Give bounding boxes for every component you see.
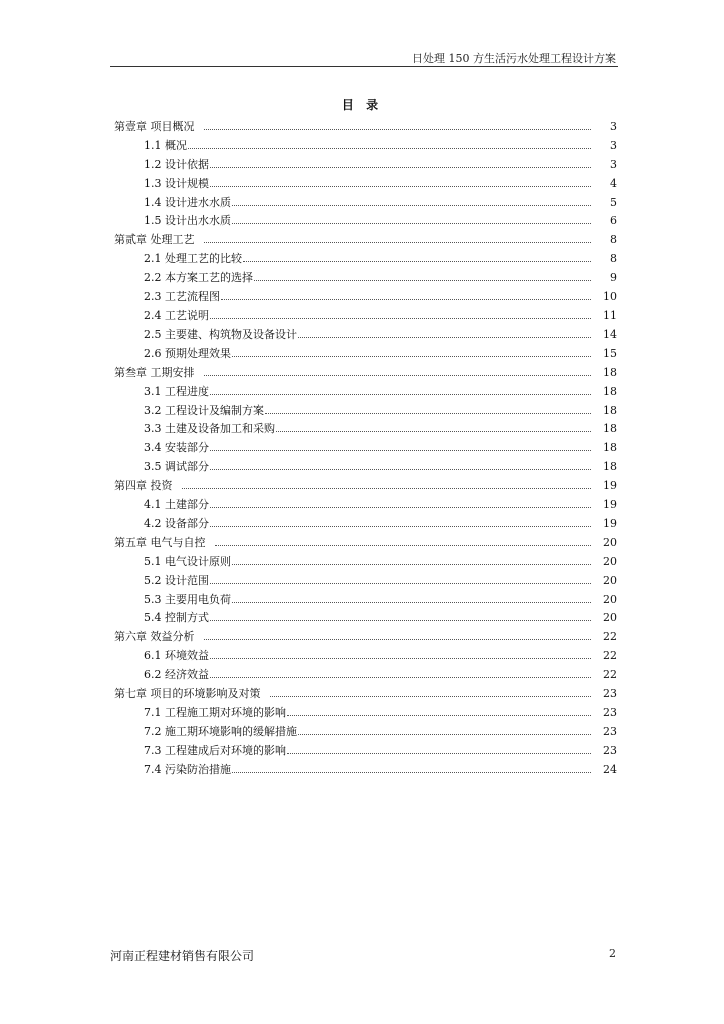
toc-section-entry[interactable] bbox=[114, 323, 617, 342]
toc-dot-leader bbox=[210, 620, 591, 621]
toc-entry-label: 第四章 投资 bbox=[114, 479, 173, 493]
toc-section-entry[interactable] bbox=[114, 266, 617, 285]
toc-entry-page: 19 bbox=[603, 498, 617, 512]
toc-entry-label: 第叁章 工期安排 bbox=[114, 365, 195, 379]
footer-page-number: 2 bbox=[609, 947, 616, 960]
toc-title: 目 录 bbox=[341, 98, 383, 112]
toc-dot-leader bbox=[298, 337, 591, 338]
toc-dot-leader bbox=[287, 715, 591, 716]
toc-entry-label: 3.5 调试部分 bbox=[144, 460, 209, 474]
toc-section-entry[interactable] bbox=[114, 663, 617, 682]
toc-entry-page: 11 bbox=[603, 308, 617, 322]
toc-entry-label: 第壹章 项目概况 bbox=[114, 119, 195, 133]
toc-entry-label: 2.1 处理工艺的比较 bbox=[144, 252, 242, 266]
toc-entry-label: 7.4 污染防治措施 bbox=[144, 762, 231, 776]
toc-dot-leader bbox=[270, 696, 592, 697]
toc-entry-page: 22 bbox=[603, 630, 617, 644]
toc-dot-leader bbox=[210, 677, 591, 678]
toc-section-entry[interactable] bbox=[114, 380, 617, 399]
toc-entry-label: 5.3 主要用电负荷 bbox=[144, 592, 231, 606]
toc-entry-label: 7.2 施工期环境影响的缓解措施 bbox=[144, 724, 297, 738]
toc-entry-page: 3 bbox=[610, 119, 617, 133]
toc-section-entry[interactable] bbox=[114, 210, 617, 229]
toc-entry-label: 4.1 土建部分 bbox=[144, 498, 209, 512]
toc-entry-label: 5.4 控制方式 bbox=[144, 611, 209, 625]
toc-chapter-entry[interactable] bbox=[114, 474, 617, 493]
toc-entry-label: 第贰章 处理工艺 bbox=[114, 233, 195, 247]
toc-entry-label: 4.2 设备部分 bbox=[144, 516, 209, 530]
toc-entry-page: 18 bbox=[603, 365, 617, 379]
toc-dot-leader bbox=[204, 375, 592, 376]
toc-dot-leader bbox=[188, 148, 591, 149]
toc-entry-page: 10 bbox=[603, 290, 617, 304]
toc-entry-label: 7.3 工程建成后对环境的影响 bbox=[144, 743, 286, 757]
toc-section-entry[interactable] bbox=[114, 493, 617, 512]
toc-entry-page: 19 bbox=[603, 479, 617, 493]
toc-dot-leader bbox=[204, 242, 592, 243]
toc-section-entry[interactable] bbox=[114, 285, 617, 304]
toc-section-entry[interactable] bbox=[114, 247, 617, 266]
toc-entry-label: 3.3 土建及设备加工和采购 bbox=[144, 422, 275, 436]
toc-entry-page: 20 bbox=[603, 554, 617, 568]
toc-dot-leader bbox=[232, 602, 591, 603]
toc-section-entry[interactable] bbox=[114, 644, 617, 663]
toc-section-entry[interactable] bbox=[114, 304, 617, 323]
toc-entry-page: 22 bbox=[603, 649, 617, 663]
toc-entry-page: 4 bbox=[610, 176, 617, 190]
toc-chapter-entry[interactable] bbox=[114, 228, 617, 247]
toc-dot-leader bbox=[254, 280, 591, 281]
toc-entry-label: 3.2 工程设计及编制方案 bbox=[144, 403, 264, 417]
toc-entry-label: 3.4 安装部分 bbox=[144, 441, 209, 455]
toc-chapter-entry[interactable] bbox=[114, 682, 617, 701]
toc-dot-leader bbox=[232, 564, 591, 565]
toc-chapter-entry[interactable] bbox=[114, 625, 617, 644]
toc-entry-page: 18 bbox=[603, 384, 617, 398]
toc-dot-leader bbox=[210, 167, 591, 168]
toc-entry-label: 2.3 工艺流程图 bbox=[144, 290, 220, 304]
toc-entry-label: 2.5 主要建、构筑物及设备设计 bbox=[144, 327, 297, 341]
toc-entry-label: 1.3 设计规模 bbox=[144, 176, 209, 190]
toc-entry-page: 19 bbox=[603, 516, 617, 530]
toc-entry-page: 20 bbox=[603, 592, 617, 606]
toc-section-entry[interactable] bbox=[114, 436, 617, 455]
toc-entry-page: 15 bbox=[603, 346, 617, 360]
toc-entry-page: 23 bbox=[603, 706, 617, 719]
toc-entry-page: 5 bbox=[610, 195, 617, 209]
running-header: 日处理 150 方生活污水处理工程设计方案 bbox=[412, 52, 616, 65]
toc-dot-leader bbox=[210, 526, 591, 527]
toc-dot-leader bbox=[210, 318, 591, 319]
table-of-contents bbox=[114, 115, 617, 777]
toc-entry-label: 第六章 效益分析 bbox=[114, 630, 195, 644]
toc-entry-page: 20 bbox=[603, 611, 617, 625]
toc-section-entry[interactable] bbox=[114, 550, 617, 569]
toc-section-entry[interactable] bbox=[114, 607, 617, 626]
toc-section-entry[interactable] bbox=[114, 134, 617, 153]
toc-chapter-entry[interactable] bbox=[114, 361, 617, 380]
toc-entry-page: 14 bbox=[603, 327, 617, 341]
toc-entry-page: 23 bbox=[603, 743, 617, 757]
toc-dot-leader bbox=[210, 658, 591, 659]
toc-dot-leader bbox=[265, 413, 591, 414]
toc-entry-page: 3 bbox=[610, 157, 617, 171]
toc-dot-leader bbox=[210, 583, 591, 584]
toc-entry-label: 2.2 本方案工艺的选择 bbox=[144, 271, 253, 285]
toc-section-entry[interactable] bbox=[114, 588, 617, 607]
toc-entry-page: 20 bbox=[603, 535, 617, 549]
toc-entry-page: 24 bbox=[603, 762, 617, 776]
toc-section-entry[interactable] bbox=[114, 739, 617, 758]
toc-dot-leader bbox=[210, 186, 591, 187]
toc-dot-leader bbox=[210, 450, 591, 451]
toc-dot-leader bbox=[210, 507, 591, 508]
toc-entry-page: 9 bbox=[610, 271, 617, 285]
toc-entry-label: 2.6 预期处理效果 bbox=[144, 346, 231, 360]
toc-entry-page: 3 bbox=[610, 138, 617, 152]
toc-entry-label: 5.1 电气设计原则 bbox=[144, 554, 231, 568]
toc-section-entry[interactable] bbox=[114, 720, 617, 739]
toc-dot-leader bbox=[232, 223, 591, 224]
toc-entry-label: 1.2 设计依据 bbox=[144, 157, 209, 171]
toc-section-entry[interactable] bbox=[114, 418, 617, 437]
toc-section-entry[interactable] bbox=[114, 399, 617, 418]
toc-entry-page: 18 bbox=[603, 460, 617, 474]
toc-dot-leader bbox=[221, 299, 591, 300]
toc-chapter-entry[interactable] bbox=[114, 115, 617, 134]
toc-entry-label: 7.1 工程施工期对环境的影响 bbox=[144, 706, 286, 719]
toc-section-entry[interactable] bbox=[114, 172, 617, 191]
toc-entry-page: 18 bbox=[603, 403, 617, 417]
toc-chapter-entry[interactable] bbox=[114, 531, 617, 550]
toc-entry-label: 6.2 经济效益 bbox=[144, 668, 209, 682]
toc-entry-label: 1.1 概况 bbox=[144, 138, 187, 152]
toc-entry-page: 18 bbox=[603, 441, 617, 455]
toc-dot-leader bbox=[204, 129, 592, 130]
toc-entry-label: 2.4 工艺说明 bbox=[144, 308, 209, 322]
toc-section-entry[interactable] bbox=[114, 512, 617, 531]
header-rule bbox=[110, 66, 618, 67]
toc-dot-leader bbox=[210, 394, 591, 395]
toc-section-entry[interactable] bbox=[114, 569, 617, 588]
toc-dot-leader bbox=[232, 205, 591, 206]
toc-dot-leader bbox=[232, 356, 591, 357]
toc-dot-leader bbox=[204, 639, 592, 640]
toc-entry-label: 第七章 项目的环境影响及对策 bbox=[114, 687, 261, 701]
toc-dot-leader bbox=[276, 431, 591, 432]
toc-entry-page: 23 bbox=[603, 687, 617, 701]
toc-dot-leader bbox=[232, 772, 591, 773]
toc-entry-label: 第五章 电气与自控 bbox=[114, 535, 206, 549]
toc-section-entry[interactable] bbox=[114, 191, 617, 210]
footer-company: 河南正程建材销售有限公司 bbox=[110, 949, 255, 963]
toc-section-entry[interactable] bbox=[114, 758, 617, 777]
toc-section-entry[interactable] bbox=[114, 455, 617, 474]
toc-entry-label: 3.1 工程进度 bbox=[144, 384, 209, 398]
toc-dot-leader bbox=[215, 545, 592, 546]
toc-dot-leader bbox=[243, 261, 591, 262]
toc-entry-label: 5.2 设计范围 bbox=[144, 573, 209, 587]
toc-dot-leader bbox=[287, 753, 591, 754]
toc-dot-leader bbox=[182, 488, 592, 489]
toc-entry-page: 23 bbox=[603, 724, 617, 738]
toc-entry-label: 1.4 设计进水水质 bbox=[144, 195, 231, 209]
toc-entry-label: 1.5 设计出水水质 bbox=[144, 214, 231, 228]
toc-entry-page: 18 bbox=[603, 422, 617, 436]
toc-section-entry[interactable] bbox=[114, 342, 617, 361]
toc-entry-page: 8 bbox=[610, 252, 617, 266]
toc-section-entry[interactable] bbox=[114, 153, 617, 172]
toc-entry-label: 6.1 环境效益 bbox=[144, 649, 209, 663]
toc-dot-leader bbox=[210, 469, 591, 470]
toc-entry-page: 8 bbox=[610, 233, 617, 247]
toc-entry-page: 22 bbox=[603, 668, 617, 682]
toc-section-entry[interactable] bbox=[114, 701, 617, 720]
toc-entry-page: 6 bbox=[610, 214, 617, 228]
toc-entry-page: 20 bbox=[603, 573, 617, 587]
toc-dot-leader bbox=[298, 734, 591, 735]
